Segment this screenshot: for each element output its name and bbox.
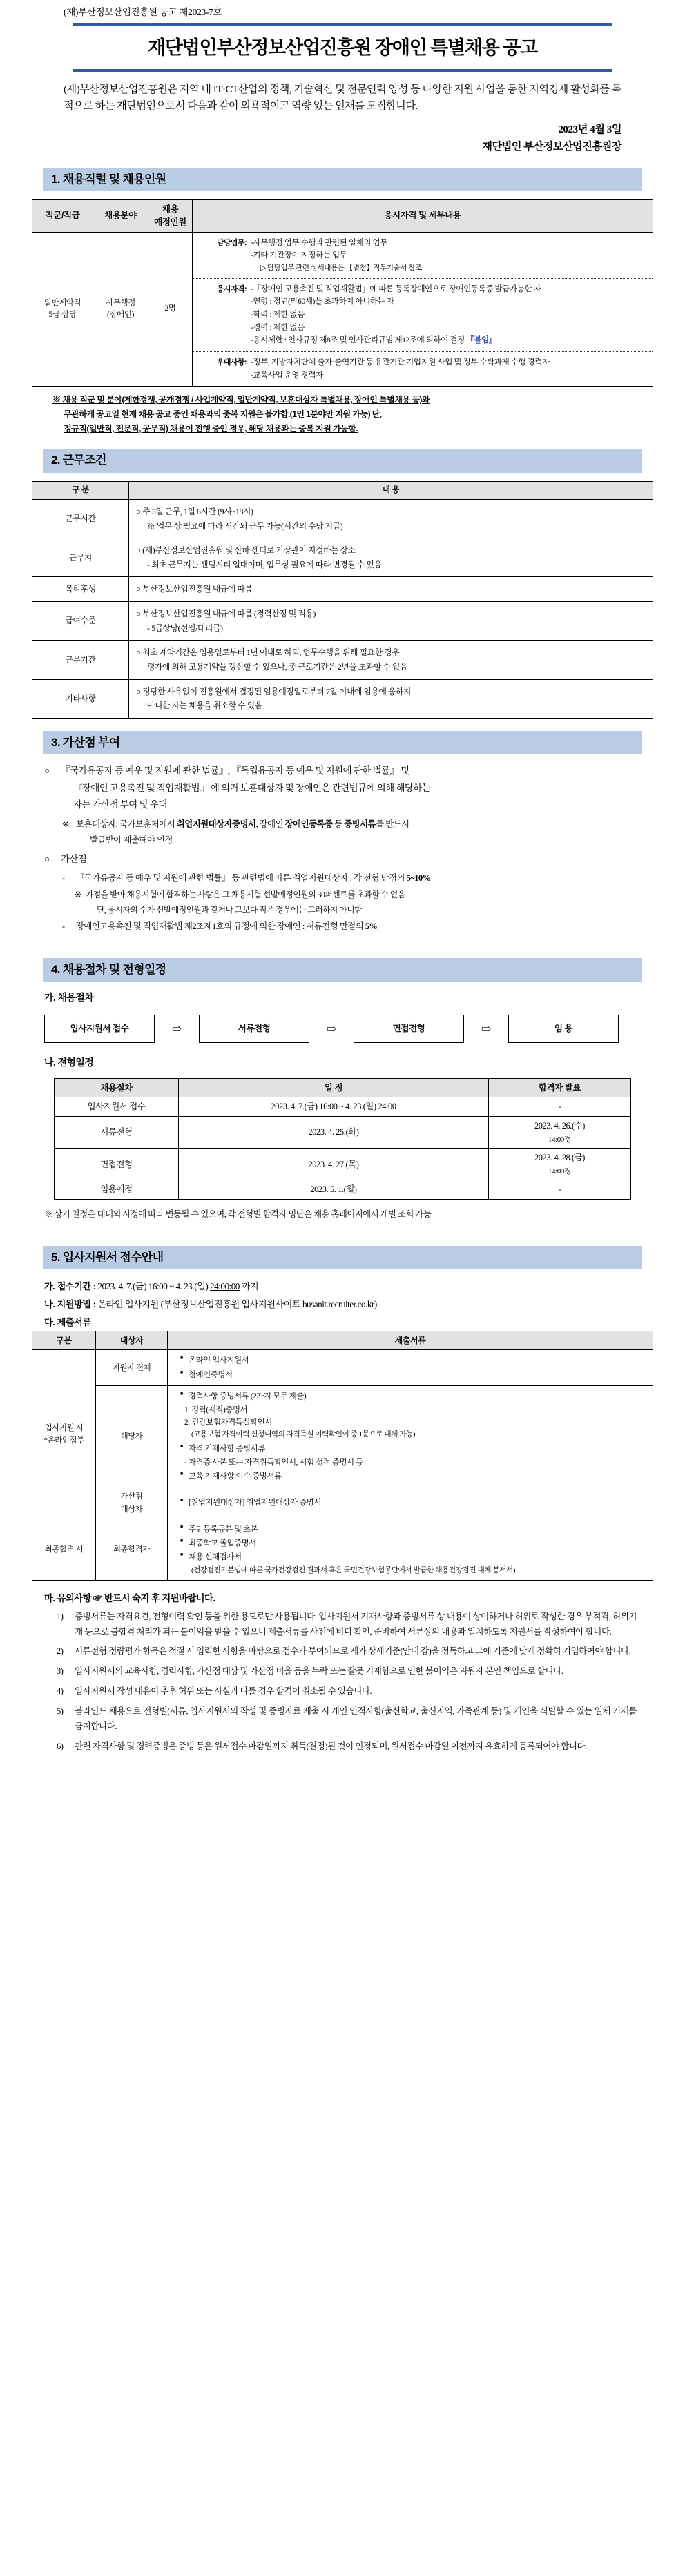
welfare-line-1: ○ 부산정보산업진흥원 내규에 따름 <box>136 584 253 594</box>
bonus-veteran-note-a: 가점을 받아 채용시험에 합격하는 사람은 그 채용시험 선발예정인원의 <box>86 889 318 899</box>
table-header-row <box>32 200 653 233</box>
caution-item <box>57 1610 637 1640</box>
caution-text: 입사지원서의 교육사항, 경력사항, 가산점 대상 및 가산점 비율 등을 누락 또는 잘못 기재함으로 인한 불이익은 지원자 본인 책임으로 합니다. <box>75 1666 563 1677</box>
row-label-others: 기타사항 <box>32 679 129 718</box>
bonus-disabled-c: 조제 <box>196 921 213 932</box>
bonus-veteran-a: 『국가유공자 등 예우 및 지원에 관한 법률』 <box>76 872 230 883</box>
list-item: ■ 경력사항 증빙서류 (2가지 모두 제출) <box>182 1390 648 1403</box>
doc-list <box>172 1470 648 1483</box>
caution-item <box>57 1684 637 1699</box>
doc-division-line-1: 입사지원 시 <box>44 1423 84 1432</box>
application-method-value[interactable]: 온라인 입사지원 (부산정보산업진흥원 입사지원사이트 busanit.recruiter.co.kr) <box>95 1298 377 1309</box>
section-4-heading: 4. 채용절차 및 전형일정 <box>43 958 642 982</box>
bonus-veteran-b: 등 관련법에 따른 취업지원대상자 : 각 전형 만점의 <box>229 872 407 883</box>
bonus-veteran-note-b: 30 <box>317 889 325 899</box>
application-period-label: 가. 접수기간 : <box>44 1281 96 1292</box>
cell-recruit-field <box>93 232 148 387</box>
announcement-line-2: 14:00경 <box>548 1167 572 1175</box>
others-line-2: 아니한 자는 채용을 취소할 수 있음 <box>147 701 262 711</box>
row-value-welfare <box>129 577 653 602</box>
row-label-welfare: 복리후생 <box>32 577 129 602</box>
documents-label: 다. 제출서류 <box>44 1316 91 1327</box>
period-line-2: 평가에 의해 고용계약을 갱신할 수 있으나, 총 근로기간은 2년을 초과할 수 없음 <box>147 662 407 672</box>
table-header-row <box>32 1331 653 1350</box>
bonus-law-line-2a: 『장애인 고용촉진 및 직업재활법』 <box>73 782 209 793</box>
duty-subnote: ▷ 담당업무 관련 상세내용은 【별첨】직무기술서 참조 <box>260 264 422 272</box>
bullet-circle-icon: ○ <box>44 765 50 777</box>
note-mark-icon: ※ <box>75 889 81 899</box>
schedule-note: ※ 상기 일정은 대내외 사정에 따라 변동될 수 있으며, 각 전형별 합격자 명단은 채용 홈페이지에서 개별 조회 가능 <box>44 1209 432 1220</box>
recruitment-table <box>32 199 653 387</box>
col-headcount <box>148 200 193 233</box>
note-mark-icon: ※ <box>62 819 69 829</box>
caution-number: 6) <box>57 1741 64 1751</box>
qualification-value <box>251 283 650 347</box>
table-row <box>55 1117 631 1149</box>
preference-line-1: -정부, 지방자치단체 출자·출연기관 등 유관기관 기업지원 사업 및 정부 수탁과제 수행 경력자 <box>251 358 550 367</box>
col-qualification: 응시자격 및 세부내용 <box>193 200 653 233</box>
row-value-workplace <box>129 538 653 577</box>
caution-item <box>57 1739 637 1755</box>
caution-text: 증빙서류는 자격요건, 전형이력 확인 등을 위한 용도로만 사용됩니다. 입사지원서 기재사항과 증빙서류 상 내용이 상이하거나 허위로 작성한 경우 부적격, 허위기재 등으로 불합격 처리가 되는 불이익을 받을 수 있으니 제출서류를 사전에 비디 확인, 준비하여 서류상의 내용과 일치하도록 지원서를 작성하여야 합니다. <box>75 1611 637 1637</box>
period-line-1: ○ 최초 계약기간은 임용일로부터 1년 이내로 하되, 업무수행을 위해 필요한 경우 <box>136 647 400 658</box>
list-item: ■ 교육 기재사항 이수 증빙서류 <box>182 1470 648 1483</box>
row-value-period <box>129 641 653 679</box>
section-1-note <box>52 393 633 436</box>
doc-sub-item-1: 1. 경력(재직)증명서 <box>184 1406 248 1415</box>
workplace-line-2: - 최초 근무지는 센텀시티 일대이며, 업무상 필요에 따라 변경될 수 있음 <box>147 559 382 569</box>
application-period-post: 까지 <box>239 1281 259 1292</box>
cell-doc-division-final: 최종합격 시 <box>32 1519 96 1580</box>
table-row <box>32 1350 653 1386</box>
bonus-law-line-1a: 『국가유공자 등 예우 및 지원에 관한 법률』 <box>61 765 228 777</box>
qualification-line-1: -「장애인 고용촉진 및 직업재활법」에 따른 등록장애인으로 장애인등록증 발급가능한 자 <box>251 284 541 293</box>
job-grade-line2: 5급 상당 <box>48 310 77 319</box>
doc-sub-item-2: 2. 건강보험자격득실확인서 <box>184 1418 272 1427</box>
application-method-row <box>44 1296 641 1314</box>
caution-text: 블라인드 채용으로 전형별(서류, 입사지원서의 작성 및 증빙자료 제출 시 개인 인적사항(출신학교, 출신지역, 가족관계 등) 및 개인을 식별할 수 있는 일체 기재를 금지합니다. <box>75 1706 637 1732</box>
announcement-line-1: 2023. 4. 28.(금) <box>534 1153 586 1163</box>
preference-line-2: -교육사업 운영 경력자 <box>251 371 323 380</box>
preference-label: 우대사항: <box>216 358 247 367</box>
subsection-recruitment-process: 가. 채용절차 <box>44 991 94 1003</box>
others-line-1: ○ 정당한 사유없이 진흥원에서 결정된 임용예정일로부터 7일 이내에 임용에 응하지 <box>136 686 412 696</box>
qualification-restriction <box>251 334 650 347</box>
doc-sub-note: (고용보험 자격이력 신청내역의 자격득실 이력확인이 중 1문으로 대체 가능) <box>191 1430 416 1438</box>
cell-doc-target-applicable: 해당자 <box>96 1385 168 1487</box>
arrow-right-icon: ⇨ <box>171 1022 182 1035</box>
section-1-heading: 1. 채용직렬 및 채용인원 <box>43 168 642 192</box>
duty-line-1: -사무행정 업무 수행과 관련된 일체의 업무 <box>251 238 387 247</box>
row-label-salary: 급여수준 <box>32 602 129 641</box>
bonus-disabled-rate: 5% <box>365 921 378 932</box>
bonus-proof-h: 발급받아 제출해야 인정 <box>90 835 173 845</box>
col-content: 내 용 <box>129 481 653 499</box>
doc-list <box>172 1390 648 1403</box>
cell-doc-target-final: 최종합격자 <box>96 1519 168 1580</box>
recruitment-flow-diagram <box>44 1015 664 1043</box>
doc-sub-note-final: (건강검진기본법에 따른 국가건강검진 결과서 혹은 국민건강보험공단에서 발급한 채용건강검진 대체 봉서서) <box>191 1566 515 1574</box>
cell-doc-list-all <box>168 1350 653 1386</box>
announcement-line-2: 14:00경 <box>548 1135 572 1144</box>
col-doc-target: 대상자 <box>96 1331 168 1350</box>
schedule-table <box>54 1078 631 1200</box>
duty-line-2: -기타 기관장이 지정하는 업무 <box>251 251 347 260</box>
col-announcement: 합격자 발표 <box>489 1078 631 1097</box>
application-guide <box>44 1278 641 1331</box>
schedule-announcement-3 <box>489 1180 631 1200</box>
schedule-date-1: 2023. 4. 25.(화) <box>179 1117 489 1149</box>
caution-text: 관련 자격사항 및 경력증빙은 증빙 등은 원서접수 마감일까지 취득(결정)된 것이 인정되며, 원서접수 마감일 이전까지 유효하게 등록되어야 합니다. <box>75 1741 587 1751</box>
bonus-points-content <box>44 763 641 935</box>
row-label-period: 근무기간 <box>32 641 129 679</box>
bonus-points-item <box>44 851 641 868</box>
col-division: 구 분 <box>32 481 129 499</box>
bonus-law-line-3: 자는 가산점 부여 및 우대 <box>73 799 167 810</box>
caution-number: 2) <box>57 1646 64 1657</box>
bonus-veteran-note <box>44 888 641 918</box>
bonus-proof-f: 증빙서류 <box>344 819 376 829</box>
documents-label-row <box>44 1314 641 1331</box>
bonus-law-line-1b: , 『독립유공자 등 예우 및 지원에 관한 법률』 및 <box>227 765 409 777</box>
section-2-heading: 2. 근무조건 <box>43 449 642 473</box>
table-header-row <box>55 1078 631 1097</box>
flow-step-document-review: 서류전형 <box>199 1015 309 1043</box>
working-conditions-table <box>32 481 653 719</box>
schedule-announcement-1 <box>489 1117 631 1149</box>
doc-list <box>172 1443 648 1455</box>
signature-date: 2023년 4월 3일 <box>558 124 621 135</box>
bonus-disabled-a: 장애인고용촉진 및 직업재활법 제 <box>76 921 193 932</box>
section-5-heading: 5. 입사지원서 접수안내 <box>43 1246 642 1270</box>
flow-step-interview: 면접전형 <box>354 1015 464 1043</box>
cell-doc-target-all: 지원자 전체 <box>96 1350 168 1386</box>
bullet-circle-icon: ○ <box>44 853 50 864</box>
table-row <box>55 1149 631 1180</box>
bonus-veteran-note-c: 퍼센트를 초과할 수 없음 <box>325 889 405 899</box>
intro-paragraph: (재)부산정보산업진흥원은 지역 내 IT·CT산업의 정책, 기술혁신 및 전문인력 양성 등 다양한 지원 사업을 통한 지역경제 활성화를 목적으로 하는 재단법인으로서 다음과 같이 의욕적이고 역량 있는 인재를 모집합니다. <box>64 83 621 113</box>
col-process: 채용절차 <box>55 1078 179 1097</box>
arrow-right-icon: ⇨ <box>481 1022 492 1035</box>
caution-text: 서류전형 정량평가 항목은 적절 시 입력한 사항을 바탕으로 점수가 부여되므로 제가 상세기준(안내 갑)을 정독하고 그에 기준에 맞게 정확히 기입하여야 합니다. <box>75 1646 631 1657</box>
cell-headcount: 2명 <box>148 232 193 387</box>
preference-block <box>193 351 653 386</box>
qualification-label: 응시자격: <box>216 284 247 293</box>
restriction-text: -응시제한 : 인사규정 제8조 및 인사관리규범 제12조에 의하여 결정 <box>251 336 467 345</box>
caution-number: 4) <box>57 1686 64 1697</box>
row-label-working-hours: 근무시간 <box>32 499 129 538</box>
table-row <box>32 602 653 641</box>
col-doc-division: 구분 <box>32 1331 96 1350</box>
caution-text: 입사지원서 작성 내용이 추후 허위 또는 사실과 다를 경우 합격이 취소될 수 있습니다. <box>75 1686 372 1697</box>
recruit-field-line1: 사무행정 <box>106 298 135 307</box>
cell-job-grade <box>32 232 93 387</box>
col-recruit-field: 채용분야 <box>93 200 148 233</box>
col-job-grade: 직군/직급 <box>32 200 93 233</box>
cell-doc-target-bonus <box>96 1487 168 1519</box>
row-value-working-hours <box>129 499 653 538</box>
qualification-line-4: -경력 : 제한 없음 <box>251 323 305 332</box>
list-item: ■ [취업지원대상자] 취업지원대상자 증명서 <box>182 1496 648 1509</box>
announcement-line-1: 2023. 4. 26.(수) <box>534 1121 586 1131</box>
col-date: 일 정 <box>179 1078 489 1097</box>
bonus-disabled-b: 2 <box>192 921 197 932</box>
signature-organization: 재단법인 부산정보산업진흥원장 <box>482 140 621 153</box>
cell-doc-division-application <box>32 1350 96 1519</box>
doc-list <box>172 1354 648 1381</box>
row-value-salary <box>129 602 653 641</box>
schedule-date-0: 2023. 4. 7.(금) 16:00 ~ 4. 23.(일) 24:00 <box>179 1097 489 1117</box>
bonus-disabled-item <box>44 919 641 935</box>
document-title: 재단법인부산정보산업진흥원 장애인 특별채용 공고 <box>147 37 538 59</box>
doc-target-line-1: 가산점 <box>120 1492 143 1501</box>
application-method-label: 나. 지원방법 : <box>44 1298 96 1309</box>
list-item: ■ 온라인 입사지원서 <box>182 1354 648 1367</box>
cell-qualification-detail <box>193 232 653 387</box>
schedule-date-3: 2023. 5. 1.(월) <box>179 1180 489 1200</box>
bonus-disabled-d: 1 <box>212 921 216 932</box>
table-row <box>32 641 653 679</box>
bonus-veteran-rate: 5~10% <box>406 872 431 883</box>
bonus-proof-a: 보훈대상자: 국가보훈처에서 <box>76 819 177 829</box>
list-item: ■ 최종학교 졸업증명서 <box>182 1537 648 1550</box>
qualification-line-3: -학력 : 제한 없음 <box>251 311 305 320</box>
salary-line-2: - 5급상당(선임/대리급) <box>147 623 223 633</box>
caution-item <box>57 1644 637 1659</box>
section-1-note-line-3: 정규직(일반직, 전문직, 공무직) 채용이 진행 중인 경우, 해당 채용과는 중복 지원 가능함. <box>64 424 358 434</box>
application-period-pre: 2023. 4. 7.(금) 16:00 ~ 4. 23.(일) <box>95 1281 211 1292</box>
table-row <box>55 1097 631 1117</box>
workplace-line-1: ○ (재)부산정보산업진흥원 및 산하 센터로 기장관이 지정하는 장소 <box>136 545 356 556</box>
bonus-disabled-e: 호의 규정에 의한 장애인 : 서류전형 만점의 <box>215 921 365 932</box>
bonus-law-line-2b: 에 의거 보훈대상자 및 장애인은 관련법규에 의해 해당하는 <box>208 782 431 793</box>
schedule-date-2: 2023. 4. 27.(목) <box>179 1149 489 1180</box>
cautions-heading: 마. 유의사항 ☞ 반드시 숙지 후 지원바랍니다. <box>44 1592 215 1603</box>
cell-doc-list-applicable <box>168 1385 653 1487</box>
duty-value <box>251 237 650 274</box>
arrow-right-icon: ⇨ <box>326 1022 337 1035</box>
recruit-field-line2: (장애인) <box>107 310 134 319</box>
caution-number: 3) <box>57 1666 64 1677</box>
working-hours-line-2: ※ 업무 상 필요에 따라 시간외 근무 가능(시간외 수당 지급) <box>147 520 343 531</box>
bonus-proof-d: 장애인등록증 <box>284 819 333 829</box>
section-1-note-line-2: 무관하게 공고일 현재 채용 공고 중인 채용과의 중복 지원은 불가함.(1인 1분야만 지원 가능) 단, <box>64 409 382 420</box>
bonus-veteran-item <box>44 870 641 886</box>
table-row <box>32 1487 653 1519</box>
doc-sub-item-3: - 자격증 사본 또는 자격취득확인서, 시험 성적 증명서 등 <box>184 1458 363 1467</box>
bonus-veteran-note-d: 단, 응시자의 수가 선발예정인원과 같거나 그보다 적은 경우에는 그러하지 아니함 <box>97 904 363 915</box>
section-3-heading: 3. 가산점 부여 <box>43 731 642 755</box>
cautions-list <box>57 1610 637 1755</box>
row-label-workplace: 근무지 <box>32 538 129 577</box>
bonus-points-title: 가산점 <box>61 853 87 864</box>
job-grade-line1: 일반계약직 <box>44 298 81 307</box>
list-item: ■ 채용 신체검사서 <box>182 1551 648 1563</box>
table-row <box>32 1385 653 1487</box>
doc-list <box>172 1496 648 1509</box>
doc-list <box>172 1523 648 1564</box>
duty-label: 담당업무: <box>216 238 247 247</box>
cell-doc-list-final <box>168 1519 653 1580</box>
schedule-announcement-2 <box>489 1149 631 1180</box>
bonus-proof-e: 등 <box>332 819 345 829</box>
document-number: (재)부산정보산업진흥원 공고 제2023-7호 <box>64 7 222 17</box>
qualification-line-2: -연령 : 정년(만60세)을 초과하지 아니하는 자 <box>251 297 394 306</box>
table-header-row <box>32 481 653 499</box>
schedule-step-2: 면접전형 <box>55 1149 179 1180</box>
table-row <box>32 232 653 387</box>
bonus-proof-g: 를 반드시 <box>376 819 409 829</box>
table-row <box>32 499 653 538</box>
caution-item <box>57 1664 637 1679</box>
col-doc-list: 제출서류 <box>168 1331 653 1350</box>
bonus-law-item <box>44 763 641 813</box>
row-value-others <box>129 679 653 718</box>
table-row <box>32 1519 653 1580</box>
table-row <box>32 679 653 718</box>
doc-target-line-2: 대상자 <box>120 1505 143 1514</box>
application-period-row <box>44 1278 641 1296</box>
section-1-note-line-1: ※ 채용 직군 및 분야(제한경쟁, 공개경쟁 / 사업계약직, 일반계약직, 보훈대상자 특별채용, 장애인 특별채용 등)와 <box>52 395 430 405</box>
dash-mark-icon: - <box>62 921 65 932</box>
preference-value <box>251 356 650 382</box>
bonus-proof-c: , 장애인 <box>255 819 285 829</box>
flow-step-application: 입사지원서 접수 <box>44 1015 155 1043</box>
schedule-step-3: 임용예정 <box>55 1180 179 1200</box>
flow-step-appointment: 임 용 <box>508 1015 619 1043</box>
col-headcount-line1: 채용 <box>162 204 179 215</box>
bonus-proof-b: 취업지원대상자증명서 <box>176 819 256 829</box>
list-item: ■ 청애인증명서 <box>182 1369 648 1381</box>
bonus-law-line-2 <box>61 780 430 797</box>
list-item: ■ 자격 기재사항 증빙서류 <box>182 1443 648 1455</box>
working-hours-line-1: ○ 주 5일 근무, 1일 8시간 (9시~18시) <box>136 506 253 516</box>
cell-doc-list-bonus <box>168 1487 653 1519</box>
dash-mark-icon: - <box>62 872 65 883</box>
subsection-schedule: 나. 전형일정 <box>44 1056 94 1068</box>
caution-item <box>57 1704 637 1735</box>
announcement-line-1: - <box>558 1102 561 1112</box>
qualification-block <box>193 278 653 351</box>
attachment-link[interactable]: 『붙임』 <box>466 336 496 345</box>
list-item: ■ 주민등록등본 및 초본 <box>182 1523 648 1536</box>
caution-number: 1) <box>57 1611 64 1621</box>
application-period-deadline: 24:00:00 <box>210 1281 240 1292</box>
title-rule-bottom <box>73 69 612 72</box>
schedule-step-0: 입사지원서 접수 <box>55 1097 179 1117</box>
schedule-step-1: 서류전형 <box>55 1117 179 1149</box>
salary-line-1: ○ 부산정보산업진흥원 내규에 따름 (경력산정 및 적용) <box>136 609 316 619</box>
table-row <box>55 1180 631 1200</box>
required-documents-table <box>32 1331 653 1580</box>
table-row <box>32 577 653 602</box>
schedule-announcement-0 <box>489 1097 631 1117</box>
duty-block <box>193 233 653 278</box>
table-row <box>32 538 653 577</box>
col-headcount-line2: 예정인원 <box>154 217 186 227</box>
bonus-proof-note <box>44 817 641 848</box>
doc-division-line-2: *온라인접부 <box>44 1436 84 1445</box>
announcement-line-1: - <box>558 1184 561 1195</box>
caution-number: 5) <box>57 1706 64 1717</box>
